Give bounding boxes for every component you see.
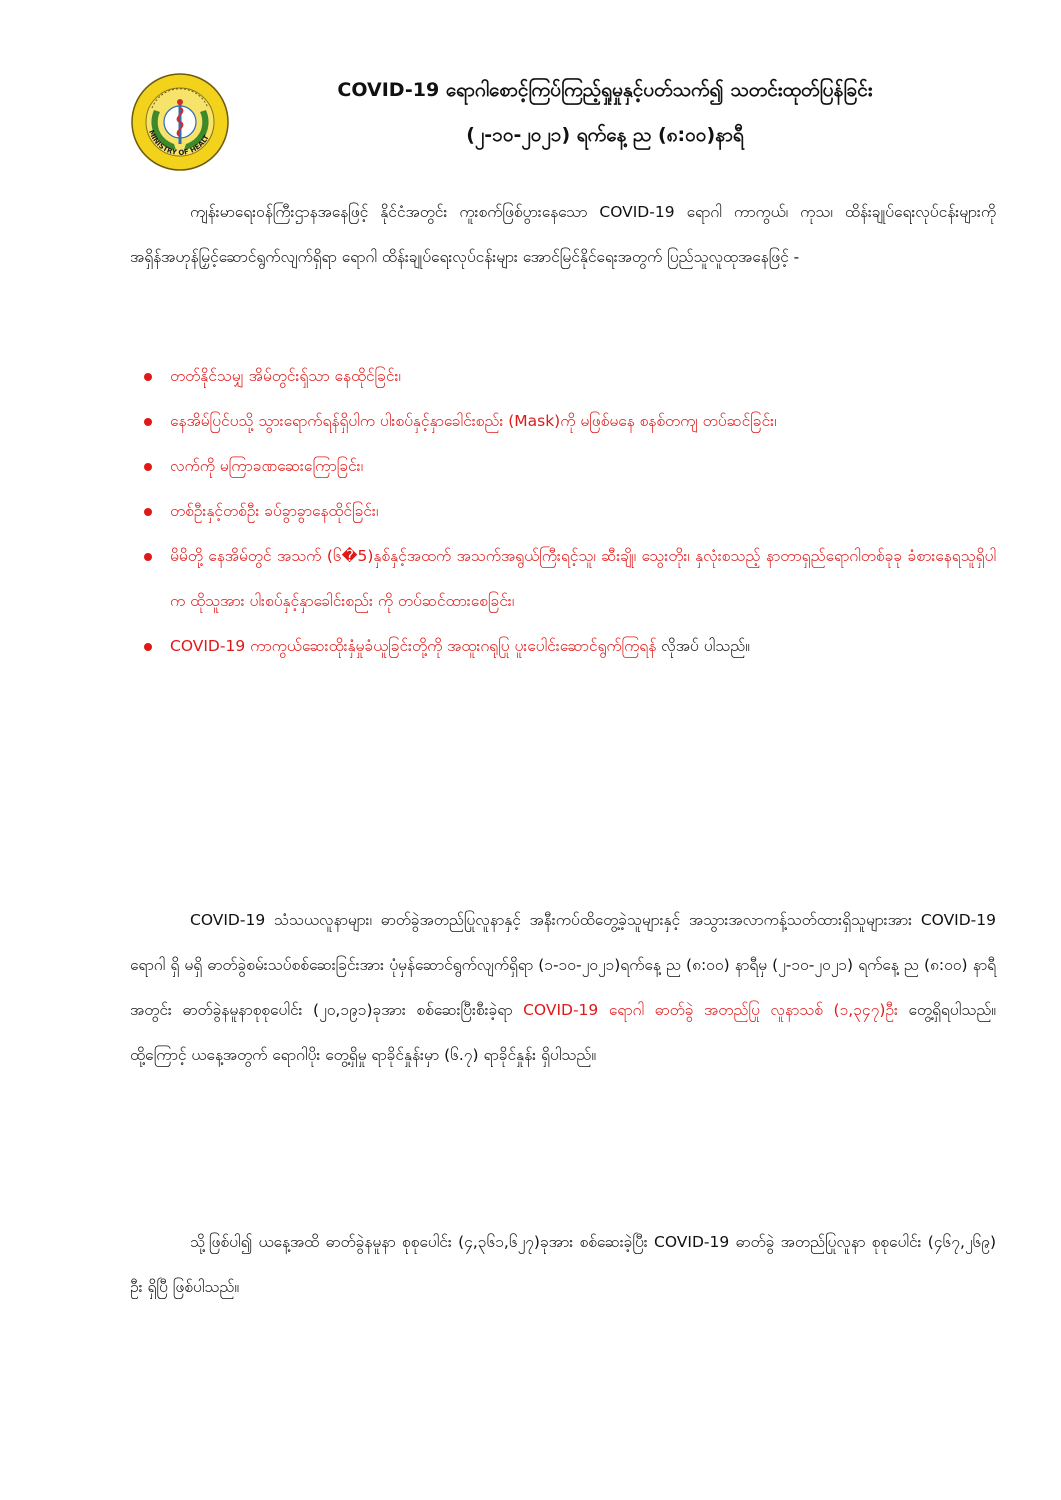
list-item [130,624,996,669]
guidance-list [130,354,996,669]
ministry-of-health-logo [130,72,230,172]
testing-text: COVID-19 သံသယလူနာများ၊ ဓာတ်ခွဲအတည်ပြုလူနာနှင့် အနီးကပ်ထိတွေ့ခဲ့သူများနှင့် အသွားအလာကန့်သတ်ထားရှိသူများအား COVID-19 ရောဂါ ရှိ မရှိ ဓာတ်ခွဲစမ်းသပ်စစ်ဆေးခြင်းအား ပုံမှန်ဆောင်ရွက်လျက်ရှိရာ (၁-၁၀-၂၀၂၁)ရက်နေ့ ည (၈:၀၀) နာရီမှ (၂-၁၀-၂၀၂၁) ရက်နေ့ ည (၈:၀၀) နာရီ အတွင်း ဓာတ်ခွဲနမူနာစုစုပေါင်း (၂၀,၁၉၁)ခုအား စစ်ဆေးပြီးစီးခဲ့ရာ [130,911,996,1019]
list-item [130,534,996,624]
bullet-icon [144,373,152,381]
ministry-seal-icon [130,72,230,172]
list-item-tail: လိုအပ် ပါသည်။ [656,637,750,655]
list-item-text: တစ်ဦးနှင့်တစ်ဦး ခပ်ခွာခွာနေထိုင်ခြင်း၊ [170,502,379,520]
bullet-icon [144,508,152,516]
testing-tail: တွေ့ရှိရပါသည်။ ထို့ကြောင့် ယနေ့အတွက် ရောဂါပိုး တွေ့ရှိမှု ရာခိုင်နှုန်းမှာ (၆.၇) ရာခိုင်နှုန်း ရှိပါသည်။ [130,1001,996,1064]
totals-text: သို့ဖြစ်ပါ၍ ယနေ့အထိ ဓာတ်ခွဲနမူနာ စုစုပေါင်း (၄,၃၆၁,၆၂၇)ခုအား စစ်ဆေးခဲ့ပြီး COVID-19 ဓာတ်ခွဲ အတည်ပြုလူနာ စုစုပေါင်း (၄၆၇,၂၆၉) ဦး ရှိပြီ ဖြစ်ပါသည်။ [130,1233,996,1296]
page-title: COVID-19 ရောဂါစောင့်ကြပ်ကြည့်ရှုမှုနှင့်ပတ်သက်၍ သတင်းထုတ်ပြန်ခြင်း [337,79,873,101]
bullet-icon [144,463,152,471]
list-item-text: လက်ကို မကြာခဏဆေးကြောခြင်း၊ [170,457,364,475]
new-cases-highlight: COVID-19 ရောဂါ ဓာတ်ခွဲ အတည်ပြု လူနာသစ် (၁,၃၄၇)ဦး [523,1001,898,1019]
list-item-text: COVID-19 ကာကွယ်ဆေးထိုးနှံမှုခံယူခြင်းတို့ကို အထူးဂရုပြု ပူးပေါင်းဆောင်ရွက်ကြရန် [170,637,657,655]
testing-paragraph [130,898,996,1078]
bullet-icon [144,418,152,426]
bullet-icon [144,553,152,561]
list-item-text: တတ်နိုင်သမျှ အိမ်တွင်းၡ်သာ နေထိုင်ခြင်း၊ [170,367,401,385]
list-item-text: နေအိမ်ပြင်ပသို့ သွားရောက်ရန်ရှိပါက ပါးစပ်နှင့်နှာခေါင်းစည်း (Mask)ကို မဖြစ်မနေ စနစ်တကျ တပ်ဆင်ခြင်း၊ [170,412,777,430]
list-item [130,399,996,444]
intro-paragraph [130,190,996,280]
list-item [130,354,996,399]
intro-text: ကျန်းမာရေးဝန်ကြီးဌာနအနေဖြင့် နိုင်ငံအတွင်း ကူးစက်ဖြစ်ပွားနေသော COVID-19 ရောဂါ ကာကွယ်၊ ကုသ၊ ထိန်းချုပ်ရေးလုပ်ငန်းများကို အရှိန်အဟုန်မြှင့်ဆောင်ရွက်လျက်ရှိရာ ရောဂါ ထိန်းချုပ်ရေးလုပ်ငန်းများ အောင်မြင်နိုင်ရေးအတွက် ပြည်သူလူထုအနေဖြင့် - [130,203,996,266]
page-subtitle: (၂-၁၀-၂၀၂၁) ရက်နေ့ ည (၈:၀၀)နာရီ [466,124,744,146]
list-item-text: မိမိတို့ နေအိမ်တွင် အသက် (၆�5)နှစ်နှင့်အထက် အသက်အရွယ်ကြီးရင့်သူ၊ ဆီးချို၊ သွေးတိုး၊ နှလုံးစသည့် နာတာရှည်ရောဂါတစ်ခုခု ခံစားနေရသူရှိပါက ထိုသူအား ပါးစပ်နှင့်နှာခေါင်းစည်း ကို တပ်ဆင်ထားစေခြင်း၊ [170,547,996,610]
bullet-icon [144,643,152,651]
list-item [130,444,996,489]
seal-caption: MINISTRY OF HEALT [147,128,211,157]
totals-paragraph [130,1220,996,1310]
list-item [130,489,996,534]
